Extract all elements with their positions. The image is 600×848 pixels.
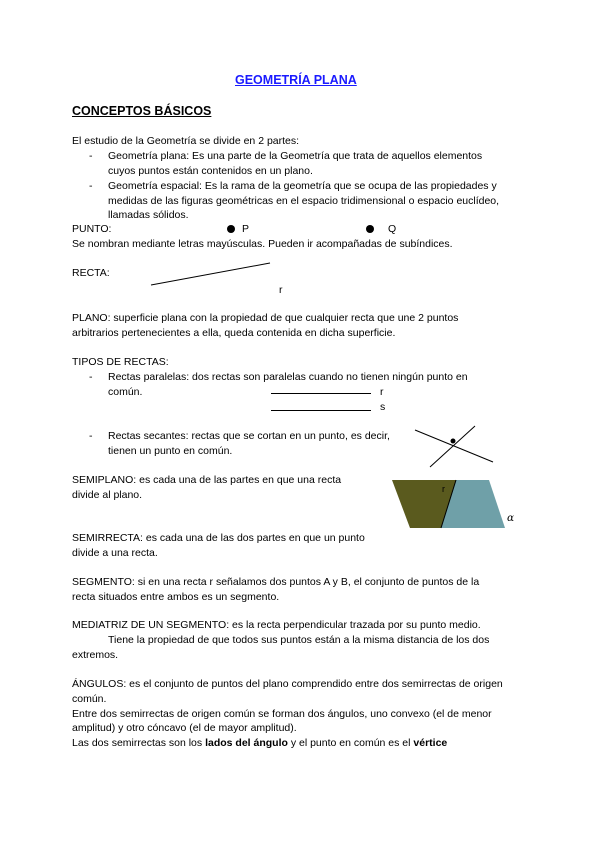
angulos-line1: ÁNGULOS: es el conjunto de puntos del plano comprendido entre dos semirrectas de origen [72, 678, 503, 690]
tipos-heading: TIPOS DE RECTAS: [72, 356, 169, 368]
part-plana-line2: cuyos puntos están contenidos en un plano. [108, 165, 313, 177]
angulos-line5 [72, 736, 447, 751]
plano-line2: arbitrarios pertenecientes a ella, queda contenida en dicha superficie. [72, 327, 396, 339]
parallel-r-label: r [380, 386, 384, 398]
secantes-line1: Rectas secantes: rectas que se cortan en un punto, es decir, [108, 430, 390, 442]
semirrecta-line2: divide a una recta. [72, 547, 158, 559]
semiplano-r-label: r [442, 484, 445, 494]
semirrecta-line1: SEMIRRECTA: es cada una de las dos partes en que un punto [72, 532, 365, 544]
punto-label: PUNTO: [72, 223, 112, 235]
paralelas-line2: común. [108, 386, 143, 398]
recta-r-label: r [279, 284, 283, 296]
recta-label: RECTA: [72, 267, 110, 279]
bullet-dash: - [89, 430, 93, 442]
part-espacial-line1: Geometría espacial: Es la rama de la geometría que se ocupa de las propiedades y [108, 180, 497, 192]
point-p-label: P [242, 223, 250, 235]
secantes-line2: tienen un punto en común. [108, 445, 233, 457]
mediatriz-line1: MEDIATRIZ DE UN SEGMENTO: es la recta perpendicular trazada por su punto medio. [72, 619, 481, 631]
angulos-line4: amplitud) y otro cóncavo (el de mayor amplitud). [72, 722, 297, 734]
angulos-line5-mid: y el punto en común es el [287, 737, 414, 749]
bullet-dash: - [89, 180, 93, 192]
section-heading: CONCEPTOS BÁSICOS [72, 104, 212, 118]
segmento-line2: recta situados entre ambos es un segmento. [72, 591, 280, 603]
angulos-line2: común. [72, 693, 107, 705]
semiplano-line2: divide al plano. [72, 489, 143, 501]
page-title: GEOMETRÍA PLANA [235, 73, 357, 87]
mediatriz-line3: extremos. [72, 649, 119, 661]
segmento-line1: SEGMENTO: si en una recta r señalamos dos puntos A y B, el conjunto de puntos de la [72, 576, 480, 588]
intro-text: El estudio de la Geometría se divide en 2 partes: [72, 135, 300, 147]
point-q-label: Q [388, 223, 397, 235]
paralelas-line1: Rectas paralelas: dos rectas son paralelas cuando no tienen ningún punto en [108, 371, 468, 383]
punto-description: Se nombran mediante letras mayúsculas. Pueden ir acompañadas de subíndices. [72, 238, 453, 250]
bullet-dash: - [89, 150, 93, 162]
semiplano-line1: SEMIPLANO: es cada una de las partes en que una recta [72, 474, 342, 486]
parallel-s-label: s [380, 401, 386, 413]
part-plana-line1: Geometría plana: Es una parte de la Geometría que trata de aquellos elementos [108, 150, 483, 162]
mediatriz-line2: Tiene la propiedad de que todos sus puntos están a la misma distancia de los dos [108, 634, 490, 646]
angulos-line3: Entre dos semirrectas de origen común se forman dos ángulos, uno convexo (el de menor [72, 708, 492, 720]
angulos-line5-pre: Las dos semirrectas son los [72, 737, 206, 749]
bullet-dash: - [89, 371, 93, 383]
plano-line1: PLANO: superficie plana con la propiedad de que cualquier recta que une 2 puntos [72, 312, 459, 324]
semiplano-alpha-label: α [507, 512, 515, 524]
part-espacial-line2: medidas de las figuras geométricas en el espacio tridimensional o espacio euclídeo, [108, 195, 500, 207]
lados-del-angulo: lados del ángulo [205, 737, 288, 749]
vertice: vértice [413, 737, 448, 749]
part-espacial-line3: llamadas sólidos. [108, 209, 189, 221]
